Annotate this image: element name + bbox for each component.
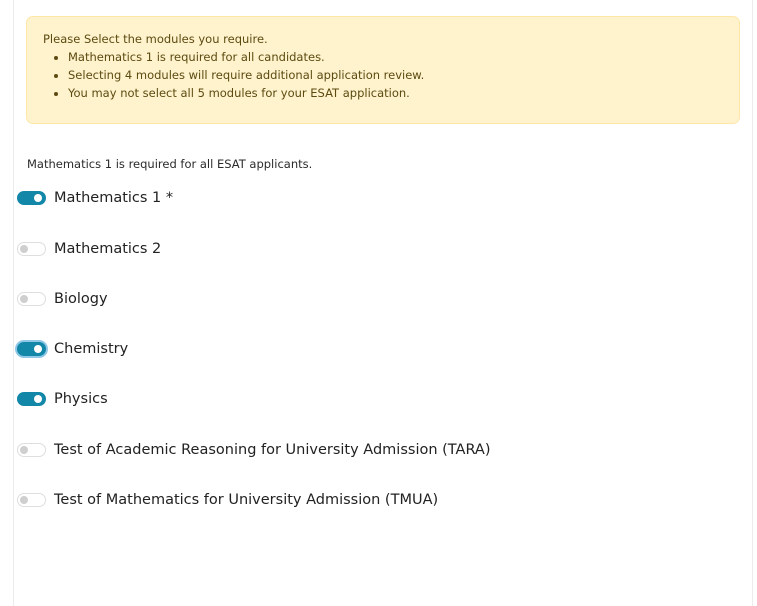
module-label[interactable]: Mathematics 1 * xyxy=(54,190,174,206)
toggle-knob xyxy=(20,496,28,504)
toggle-switch[interactable] xyxy=(17,443,46,457)
toggle-knob xyxy=(20,245,28,253)
toggle-knob xyxy=(34,395,42,403)
module-label[interactable]: Test of Mathematics for University Admission (TMUA) xyxy=(54,492,439,508)
toggle-switch[interactable] xyxy=(17,392,46,406)
module-label[interactable]: Physics xyxy=(54,391,108,407)
module-toggle-mathematics-2[interactable] xyxy=(17,236,161,262)
notice-item-four-modules-review: • Selecting 4 modules will require additional application review. xyxy=(68,66,723,84)
toggle-knob xyxy=(34,194,42,202)
toggle-switch[interactable] xyxy=(17,342,46,356)
module-notice-alert xyxy=(26,16,740,124)
module-label[interactable]: Mathematics 2 xyxy=(54,241,162,257)
toggle-switch[interactable] xyxy=(17,191,46,205)
module-toggle-chemistry[interactable] xyxy=(17,336,128,362)
module-toggle-tmua[interactable] xyxy=(17,487,438,513)
notice-list xyxy=(43,48,723,102)
module-toggle-physics[interactable] xyxy=(17,386,108,412)
notice-title: Please Select the modules you require. xyxy=(43,32,268,46)
toggle-switch[interactable] xyxy=(17,493,46,507)
module-label[interactable]: Biology xyxy=(54,291,108,307)
toggle-knob xyxy=(34,345,42,353)
toggle-switch[interactable] xyxy=(17,292,46,306)
module-label[interactable]: Chemistry xyxy=(54,341,129,357)
notice-item-math1-required: • Mathematics 1 is required for all candidates. xyxy=(68,48,723,66)
module-toggle-biology[interactable] xyxy=(17,286,108,312)
module-toggle-tara[interactable] xyxy=(17,437,491,463)
module-label[interactable]: Test of Academic Reasoning for University Admission (TARA) xyxy=(54,442,491,458)
toggle-knob xyxy=(20,446,28,454)
requirement-note: Mathematics 1 is required for all ESAT applicants. xyxy=(27,157,313,171)
toggle-knob xyxy=(20,295,28,303)
module-toggle-mathematics-1[interactable] xyxy=(17,185,173,211)
notice-item-five-modules-limit: • You may not select all 5 modules for your ESAT application. xyxy=(68,84,723,102)
toggle-switch[interactable] xyxy=(17,242,46,256)
